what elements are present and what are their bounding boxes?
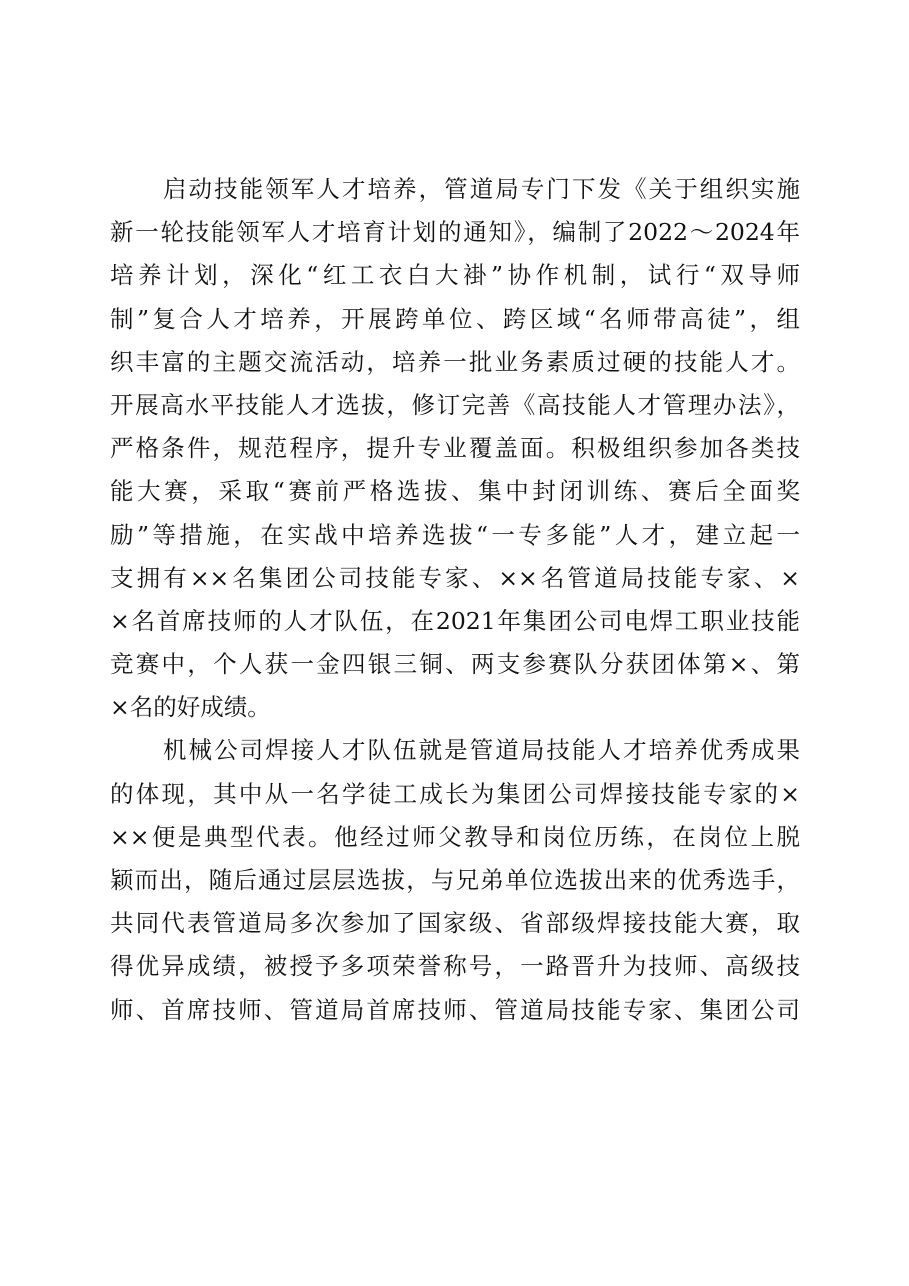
paragraph-1-line-7: 严格条件，规范程序，提升专业覆盖面。积极组织参加各类技 bbox=[110, 434, 800, 463]
paragraph-1-line-13: ×名的好成绩。 bbox=[110, 693, 271, 722]
paragraph-2-line-3: ××便是典型代表。他经过师父教导和岗位历练，在岗位上脱 bbox=[110, 822, 800, 851]
paragraph-2-line-5: 共同代表管道局多次参加了国家级、省部级焊接技能大赛，取 bbox=[110, 909, 800, 938]
paragraph-1-line-4: 制”复合人才培养，开展跨单位、跨区域“名师带高徒”，组 bbox=[110, 304, 800, 333]
paragraph-2-line-6: 得优异成绩，被授予多项荣誉称号，一路晋升为技师、高级技 bbox=[110, 952, 800, 981]
paragraph-2-line-2: 的体现，其中从一名学徒工成长为集团公司焊接技能专家的× bbox=[110, 779, 800, 808]
paragraph-1-line-8: 能大赛，采取“赛前严格选拔、集中封闭训练、赛后全面奖 bbox=[110, 477, 800, 506]
paragraph-1-line-5: 织丰富的主题交流活动，培养一批业务素质过硬的技能人才。 bbox=[110, 347, 800, 376]
paragraph-2-line-7: 师、首席技师、管道局首席技师、管道局技能专家、集团公司 bbox=[110, 995, 800, 1024]
paragraph-1-line-10: 支拥有××名集团公司技能专家、××名管道局技能专家、× bbox=[110, 563, 800, 592]
paragraph-1-line-2: 新一轮技能领军人才培育计划的通知》，编制了2022～2024年 bbox=[110, 218, 800, 247]
paragraph-1-line-6: 开展高水平技能人才选拔，修订完善《高技能人才管理办法》， bbox=[110, 390, 800, 419]
document-body bbox=[110, 168, 800, 1032]
paragraph-1-line-9: 励”等措施，在实战中培养选拔“一专多能”人才，建立起一 bbox=[110, 520, 800, 549]
paragraph-2-line-1: 机械公司焊接人才队伍就是管道局技能人才培养优秀成果 bbox=[163, 736, 800, 765]
paragraph-1-line-1: 启动技能领军人才培养，管道局专门下发《关于组织实施 bbox=[163, 175, 800, 203]
paragraph-2-line-4: 颖而出，随后通过层层选拔，与兄弟单位选拔出来的优秀选手， bbox=[110, 866, 800, 894]
paragraph-1-line-12: 竞赛中，个人获一金四银三铜、两支参赛队分获团体第×、第 bbox=[110, 650, 800, 679]
paragraph-1-line-11: ×名首席技师的人才队伍，在2021年集团公司电焊工职业技能 bbox=[110, 606, 800, 635]
paragraph-1-line-3: 培养计划，深化“红工衣白大褂”协作机制，试行“双导师 bbox=[110, 261, 800, 290]
